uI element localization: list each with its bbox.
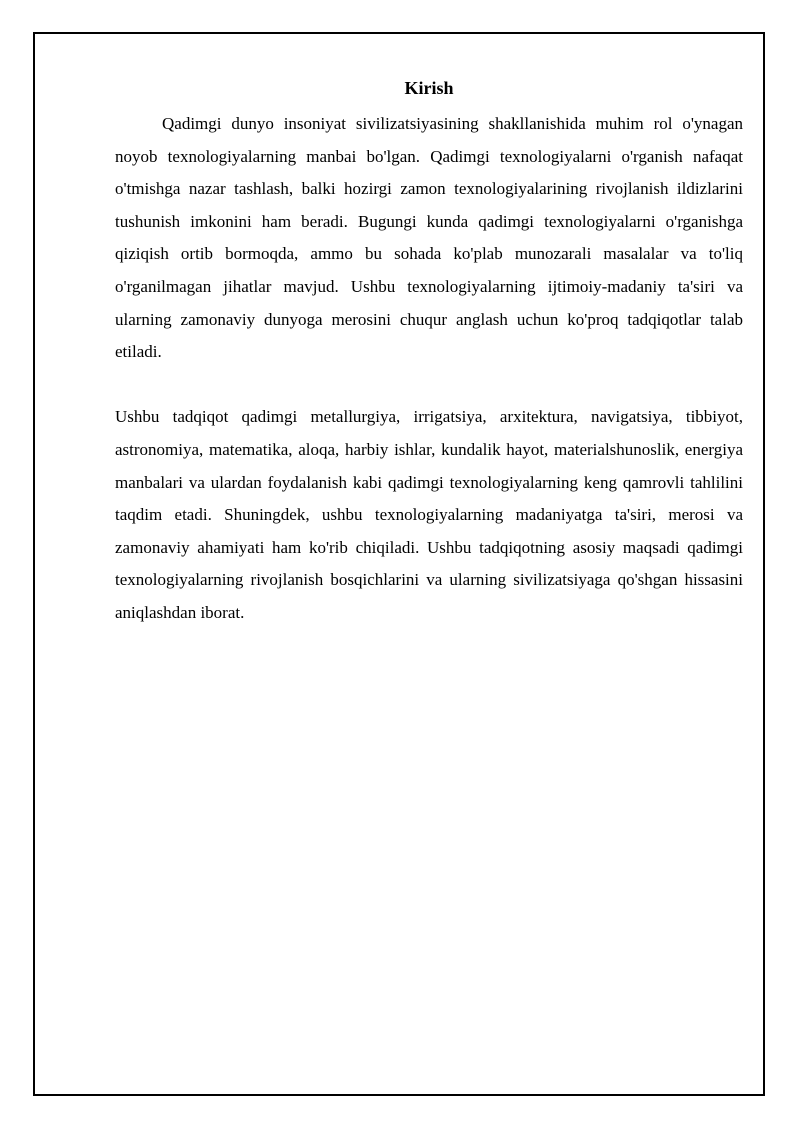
- paragraph-scope: Ushbu tadqiqot qadimgi metallurgiya, irrigatsiya, arxitektura, navigatsiya, tibbiyot, astronomiya, matematika, aloqa, harbiy ishlar, kundalik hayot, materialshunoslik, energiya manbalari va ulardan foydalanish kabi qadimgi texnologiyalarning keng qamrovli tahlilini taqdim etadi. Shuningdek, ushbu texnologiyalarning madaniyatga ta'siri, merosi va zamonaviy ahamiyati ham ko'rib chiqiladi. Ushbu tadqiqotning asosiy maqsadi qadimgi texnologiyalarning rivojlanish bosqichlarini va ularning sivilizatsiyaga qo'shgan hissasini aniqlashdan iborat.: [115, 407, 743, 622]
- document-title: Kirish: [404, 78, 454, 98]
- paragraph-intro: Qadimgi dunyo insoniyat sivilizatsiyasining shakllanishida muhim rol o'ynagan noyob texnologiyalarning manbai bo'lgan. Qadimgi texnologiyalarni o'rganish nafaqat o'tmishga nazar tashlash, balki hozirgi zamon texnologiyalarining rivojlanish ildizlarini tushunish imkonini ham beradi. Bugungi kunda qadimgi texnologiyalarni o'rganishga qiziqish ortib bormoqda, ammo bu sohada ko'plab munozarali masalalar va to'liq o'rganilmagan jihatlar mavjud. Ushbu texnologiyalarning ijtimoiy-madaniy ta'siri va ularning zamonaviy dunyoga merosini chuqur anglash uchun ko'proq tadqiqotlar talab etiladi.: [115, 114, 743, 362]
- paragraph-spacer: [115, 369, 743, 402]
- document-body: [115, 76, 743, 630]
